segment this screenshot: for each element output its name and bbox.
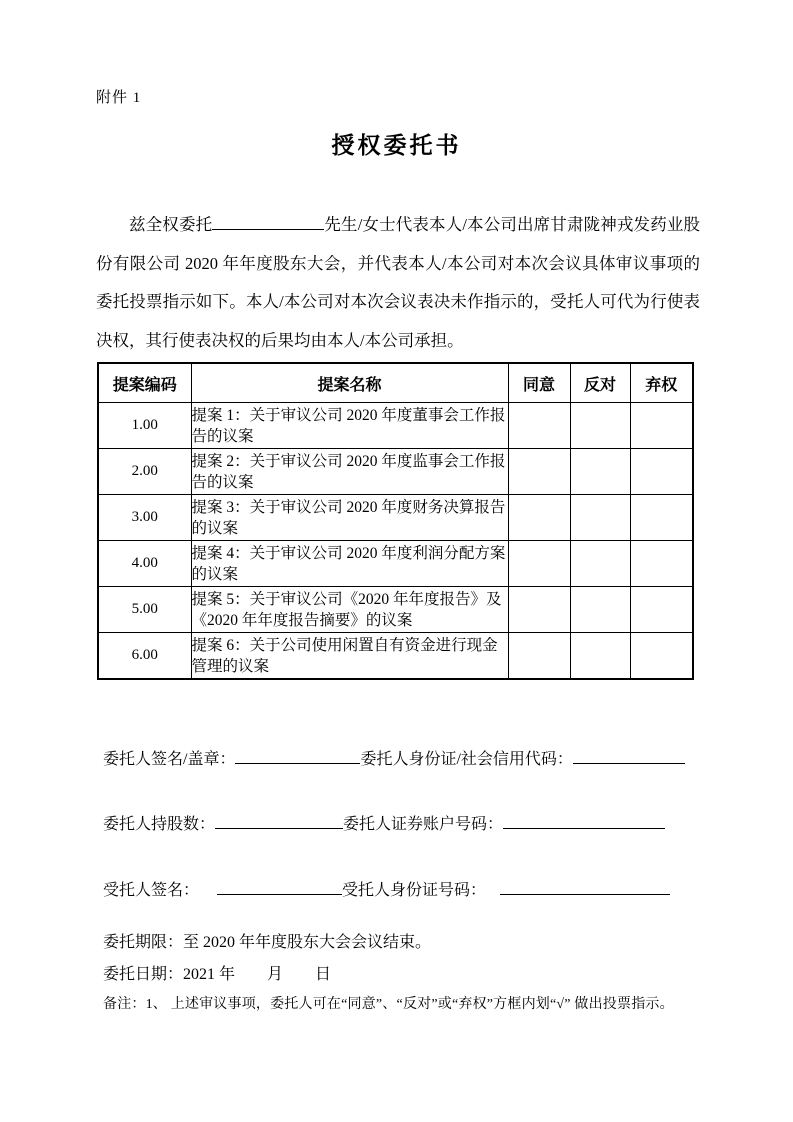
vote-agree-cell[interactable] (508, 449, 570, 495)
vote-against-cell[interactable] (570, 449, 630, 495)
proposal-name: 提案 3：关于审议公司 2020 年度财务决算报告的议案 (191, 495, 508, 541)
proposal-code: 2.00 (98, 449, 191, 495)
proxy-name-blank[interactable] (212, 212, 324, 230)
principal-shares-row (103, 809, 703, 834)
paragraph-body: 先生/女士代表本人/本公司出席甘肃陇神戎发药业股份有限公司 2020 年年度股东大会，并代表本人/本公司对本次会议具体审议事项的委托投票指示如下。本人/本公司对本次会议表决未作指示的，受托人可代为行使表决权，其行使表决权的后果均由本人/本公司承担。 (96, 215, 701, 350)
vote-agree-cell[interactable] (508, 495, 570, 541)
attachment-label: 附件 1 (96, 90, 142, 106)
proposal-row (98, 403, 693, 449)
vote-against-cell[interactable] (570, 587, 630, 633)
trustee-id-blank[interactable] (500, 875, 670, 895)
authorization-paragraph (96, 206, 700, 360)
vote-agree-cell[interactable] (508, 403, 570, 449)
header-against: 反对 (570, 363, 630, 403)
proposal-row (98, 633, 693, 680)
vote-abstain-cell[interactable] (630, 495, 693, 541)
proposal-row (98, 449, 693, 495)
proposal-code: 4.00 (98, 541, 191, 587)
table-header-row (98, 363, 693, 403)
proposal-row (98, 495, 693, 541)
vote-against-cell[interactable] (570, 541, 630, 587)
proposal-row (98, 541, 693, 587)
proposal-code: 6.00 (98, 633, 191, 680)
principal-shares-blank[interactable] (215, 809, 343, 829)
vote-against-cell[interactable] (570, 633, 630, 680)
header-abstain: 弃权 (630, 363, 693, 403)
vote-abstain-cell[interactable] (630, 541, 693, 587)
vote-abstain-cell[interactable] (630, 633, 693, 680)
principal-signature-row (103, 744, 703, 769)
principal-signature-blank[interactable] (235, 744, 360, 764)
trustee-signature-row (103, 875, 703, 900)
vote-against-cell[interactable] (570, 403, 630, 449)
principal-id-label: 委托人身份证/社会信用代码： (360, 751, 573, 768)
proposal-code: 1.00 (98, 403, 191, 449)
proposal-name: 提案 6：关于公司使用闲置自有资金进行现金管理的议案 (191, 633, 508, 680)
principal-account-blank[interactable] (503, 809, 665, 829)
page-title: 授权委托书 (331, 132, 462, 158)
proxy-term-line: 委托期限：至 2020 年年度股东大会会议结束。 (103, 934, 432, 951)
header-proposal-code: 提案编码 (98, 363, 191, 403)
proposal-name: 提案 2：关于审议公司 2020 年度监事会工作报告的议案 (191, 449, 508, 495)
vote-agree-cell[interactable] (508, 587, 570, 633)
principal-shares-label: 委托人持股数： (103, 816, 216, 833)
note-line: 备注：1、 上述审议事项，委托人可在“同意”、“反对”或“弃权”方框内划“√” 做出投票指示。 (103, 997, 674, 1012)
trustee-signature-label: 受托人签名： (103, 882, 200, 899)
principal-account-label: 委托人证券账户号码： (343, 816, 504, 833)
header-agree: 同意 (508, 363, 570, 403)
proposals-table (97, 362, 694, 680)
vote-against-cell[interactable] (570, 495, 630, 541)
principal-signature-label: 委托人签名/盖章： (103, 751, 236, 768)
proxy-date-line: 委托日期：2021 年 月 日 (103, 966, 332, 983)
proposal-row (98, 587, 693, 633)
proposal-code: 3.00 (98, 495, 191, 541)
vote-agree-cell[interactable] (508, 541, 570, 587)
principal-id-blank[interactable] (573, 744, 685, 764)
vote-abstain-cell[interactable] (630, 449, 693, 495)
proposal-code: 5.00 (98, 587, 191, 633)
trustee-signature-blank[interactable] (217, 875, 342, 895)
paragraph-lead: 兹全权委托 (129, 215, 213, 234)
proposal-name: 提案 1：关于审议公司 2020 年度董事会工作报告的议案 (191, 403, 508, 449)
vote-abstain-cell[interactable] (630, 403, 693, 449)
trustee-id-label: 受托人身份证号码： (342, 882, 487, 899)
proposal-name: 提案 5：关于审议公司《2020 年年度报告》及《2020 年年度报告摘要》的议案 (191, 587, 508, 633)
vote-abstain-cell[interactable] (630, 587, 693, 633)
header-proposal-name: 提案名称 (191, 363, 508, 403)
proposal-name: 提案 4：关于审议公司 2020 年度利润分配方案的议案 (191, 541, 508, 587)
vote-agree-cell[interactable] (508, 633, 570, 680)
